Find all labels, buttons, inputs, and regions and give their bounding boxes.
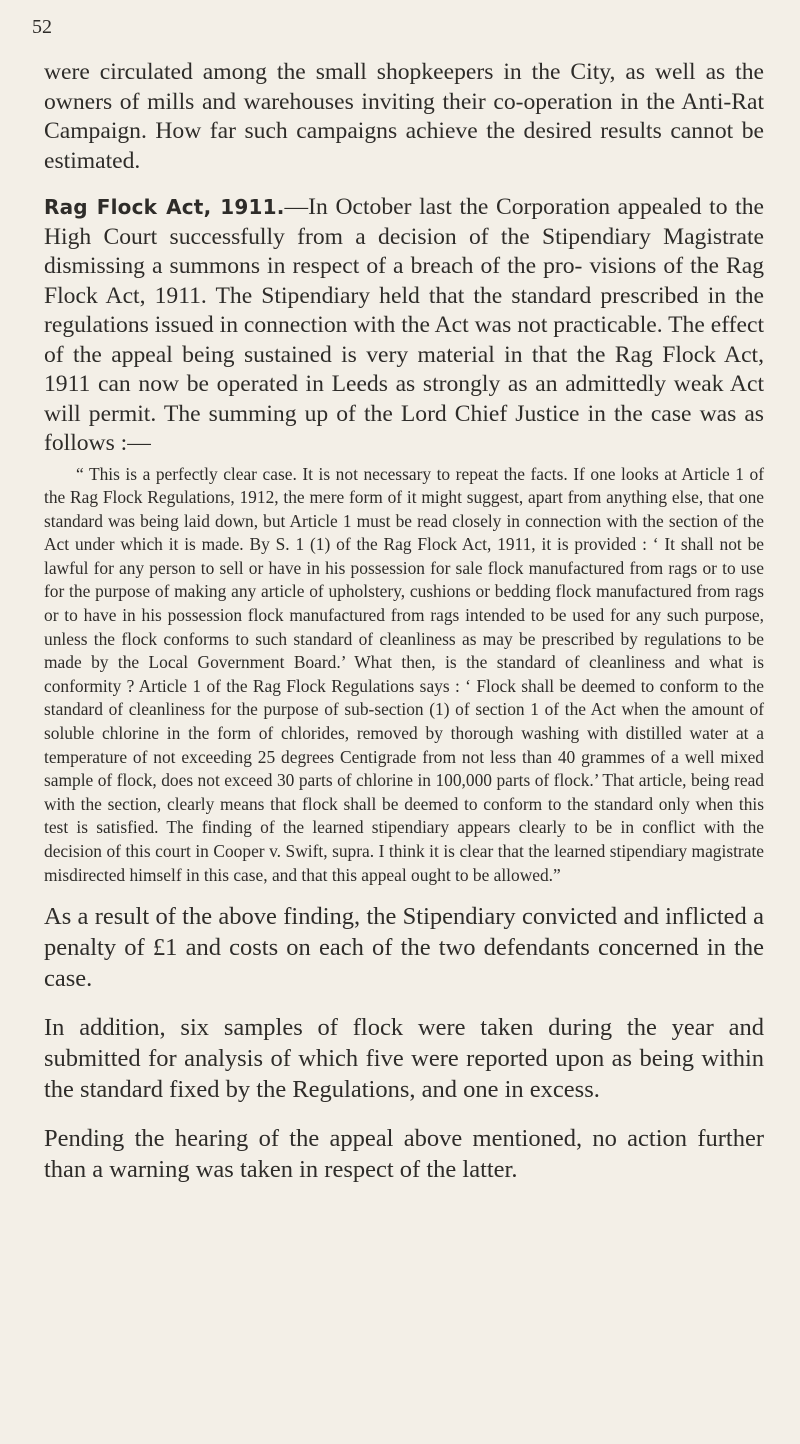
paragraph-rag-flock-act (44, 193, 764, 459)
section-heading-rag-flock-act: Rag Flock Act, 1911. (44, 195, 285, 219)
paragraph-flock-samples: In addition, six samples of flock were taken during the year and submitted for analysis of which five were reported upon as being within the standard fixed by the Regulations, and one in excess. (44, 1014, 764, 1104)
lord-chief-justice-quote: “ This is a perfectly clear case. It is not necessary to repeat the facts. If one looks at Article 1 of the Rag Flock Regulations, 1912, the mere form of it might suggest, apart from anything else, that one standard was being laid down, but Article 1 must be read closely in connection with the section of the Act under which it is made. By S. 1 (1) of the Rag Flock Act, 1911, it is provided : ‘ It shall not be lawful for any person to sell or have in his possession for sale flock manufactured from rags or to use for the purpose of making any article of upholstery, cushions or bedding flock manufactured from rags or to have in his possession flock manufactured from rags intended to be used for any such purpose, unless the flock conforms to such standard of cleanliness as may be prescribed by regulations to be made by the Local Government Board.’ What then, is the standard of cleanliness and what is conformity ? Article 1 of the Rag Flock Regulations says : ‘ Flock shall be deemed to conform to the standard of cleanliness for the purpose of sub-section (1) of section 1 of the Act when the amount of soluble chlorine in the form of chlorides, removed by thorough washing with distilled water at a temperature of not exceeding 25 degrees Centigrade from not less than 40 grammes of a well mixed sample of flock, does not exceed 30 parts of chlorine in 100,000 parts of flock.’ That article, being read with the section, clearly means that flock shall be deemed to conform to the standard only when this test is satisfied. The finding of the learned stipendiary appears clearly to be in conflict with the decision of this court in Cooper v. Swift, supra. I think it is clear that the learned stipendiary magistrate misdirected himself in this case, and that this appeal ought to be allowed.” (44, 463, 764, 885)
paragraph-pending-appeal: Pending the hearing of the appeal above mentioned, no action further than a warning was taken in respect of the latter. (44, 1125, 764, 1184)
paragraph-conviction: As a result of the above finding, the Stipendiary convicted and inflicted a penalty of £1 and costs on each of the two defendants concerned in the case. (44, 903, 764, 993)
paragraph-anti-rat-campaign: were circulated among the small shopkeepers in the City, as well as the owners of mills and warehouses inviting their co-operation in the Anti-Rat Campaign. How far such campaigns achieve the desired results cannot be estimated. (44, 59, 764, 174)
page-number: 52 (32, 16, 52, 38)
rag-flock-act-body: —In October last the Corporation appealed to the High Court successfully from a decision of the Stipendiary Magistrate dismissing a summons in respect of a breach of the pro- visions of the Rag Flock Act, 1911. The Stipendiary held that the standard prescribed in the regulations issued in connection with the Act was not practicable. The effect of the appeal being sustained is very material in that the Rag Flock Act, 1911 can now be operated in Leeds as strongly as an admittedly weak Act will permit. The summing up of the Lord Chief Justice in the case was as follows :— (44, 194, 764, 456)
text-column (44, 58, 764, 1185)
